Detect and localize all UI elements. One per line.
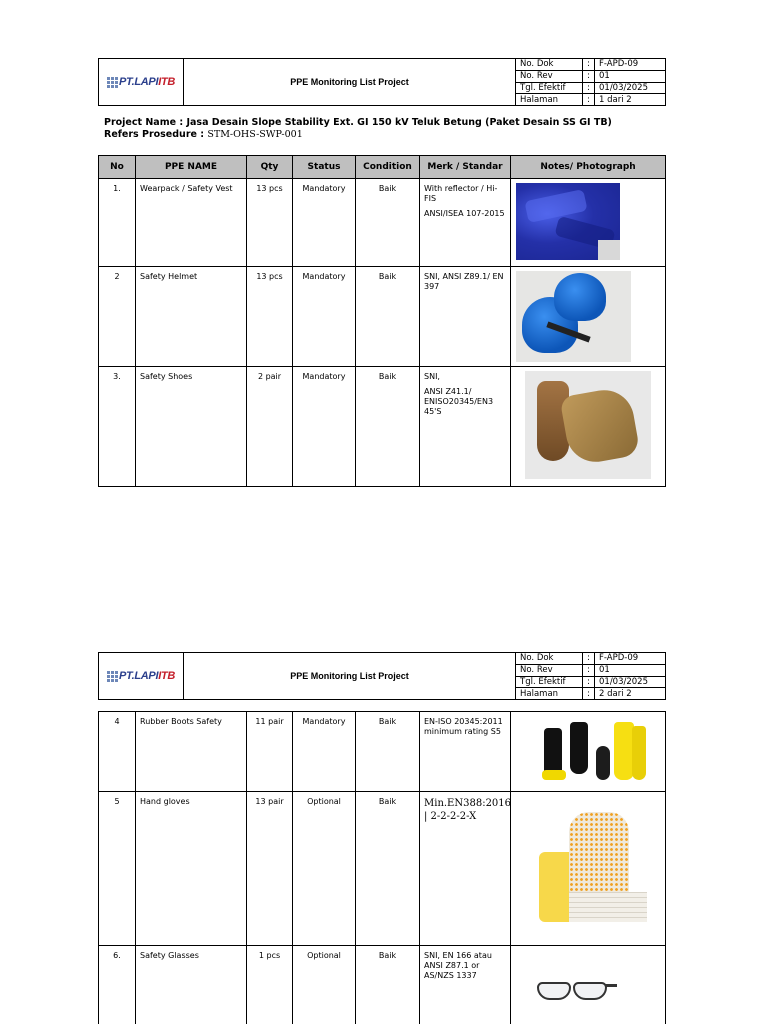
col-header-status: Status [293, 156, 356, 179]
col-header-notes: Notes/ Photograph [511, 156, 666, 179]
project-name-line [104, 117, 612, 129]
table-row: 6. Safety Glasses 1 pcs Optional Baik SNI, EN 166 atau ANSI Z87.1 or AS/NZS 1337 [99, 946, 666, 1024]
table-row: 5 Hand gloves 13 pair Optional Baik Min.EN388:2016 | 2-2-2-2-X [99, 792, 666, 946]
col-header-no: No [99, 156, 136, 179]
glasses-photo-icon [529, 968, 619, 1018]
gloves-photo-icon [539, 808, 649, 925]
helmet-photo-icon [516, 271, 631, 362]
page-number: 2 dari 2 [594, 688, 665, 699]
logo-text-main: PT.LAPI [118, 76, 159, 88]
company-logo [107, 670, 175, 682]
document-title: PPE Monitoring List Project [184, 653, 516, 699]
meta-row-rev: No. Rev : 01 [516, 665, 665, 677]
procedure-line [104, 129, 612, 141]
shoes-photo-icon [525, 371, 651, 479]
col-header-condition: Condition [356, 156, 420, 179]
logo-grid-icon [107, 671, 116, 682]
table-row: 2 Safety Helmet 13 pcs Mandatory Baik SNI, ANSI Z89.1/ EN 397 [99, 267, 666, 367]
logo-text-main: PT.LAPI [118, 670, 159, 682]
document-header-page-2 [98, 652, 666, 700]
meta-row-page: Halaman : 2 dari 2 [516, 688, 665, 699]
meta-row-effective: Tgl. Efektif : 01/03/2025 [516, 83, 665, 95]
rev-number: 01 [594, 71, 665, 82]
document-title: PPE Monitoring List Project [184, 59, 516, 105]
meta-row-page: Halaman : 1 dari 2 [516, 94, 665, 105]
doc-number: F-APD-09 [594, 653, 665, 664]
logo-text-accent: ITB [158, 670, 176, 682]
col-header-standard: Merk / Standar [420, 156, 511, 179]
col-header-ppe-name: PPE NAME [136, 156, 247, 179]
project-name-label: Project Name : [104, 117, 187, 128]
project-info [104, 117, 612, 141]
doc-number: F-APD-09 [594, 59, 665, 70]
table-row: 3. Safety Shoes 2 pair Mandatory Baik SNI, ANSI Z41.1/ ENISO20345/EN3 45'S [99, 367, 666, 487]
document-meta [516, 59, 665, 105]
table-header-row [99, 156, 666, 179]
document-meta [516, 653, 665, 699]
procedure-value: STM-OHS-SWP-001 [207, 129, 303, 140]
table-row: 4 Rubber Boots Safety 11 pair Mandatory Baik EN-ISO 20345:2011 minimum rating S5 [99, 712, 666, 792]
procedure-label: Refers Prosedure : [104, 129, 208, 140]
meta-row-effective: Tgl. Efektif : 01/03/2025 [516, 677, 665, 689]
logo-text-accent: ITB [158, 76, 176, 88]
rev-number: 01 [594, 665, 665, 676]
logo-cell [99, 59, 184, 105]
col-header-qty: Qty [247, 156, 293, 179]
document-header-page-1 [98, 58, 666, 106]
table-row: 1. Wearpack / Safety Vest 13 pcs Mandatory Baik With reflector / Hi-FIS ANSI/ISEA 107-2015 [99, 179, 666, 267]
ppe-table-page-2 [98, 711, 666, 1024]
logo-grid-icon [107, 77, 116, 88]
effective-date: 01/03/2025 [594, 677, 665, 688]
meta-row-rev: No. Rev : 01 [516, 71, 665, 83]
page-number: 1 dari 2 [594, 94, 665, 105]
boots-photo-icon [542, 718, 646, 786]
wearpack-photo-icon [516, 183, 620, 260]
company-logo [107, 76, 175, 88]
effective-date: 01/03/2025 [594, 83, 665, 94]
meta-row-doc: No. Dok : F-APD-09 [516, 59, 665, 71]
project-name-value: Jasa Desain Slope Stability Ext. GI 150 kV Teluk Betung (Paket Desain SS GI TB) [186, 117, 612, 128]
logo-cell [99, 653, 184, 699]
meta-row-doc: No. Dok : F-APD-09 [516, 653, 665, 665]
ppe-table-page-1 [98, 155, 666, 487]
